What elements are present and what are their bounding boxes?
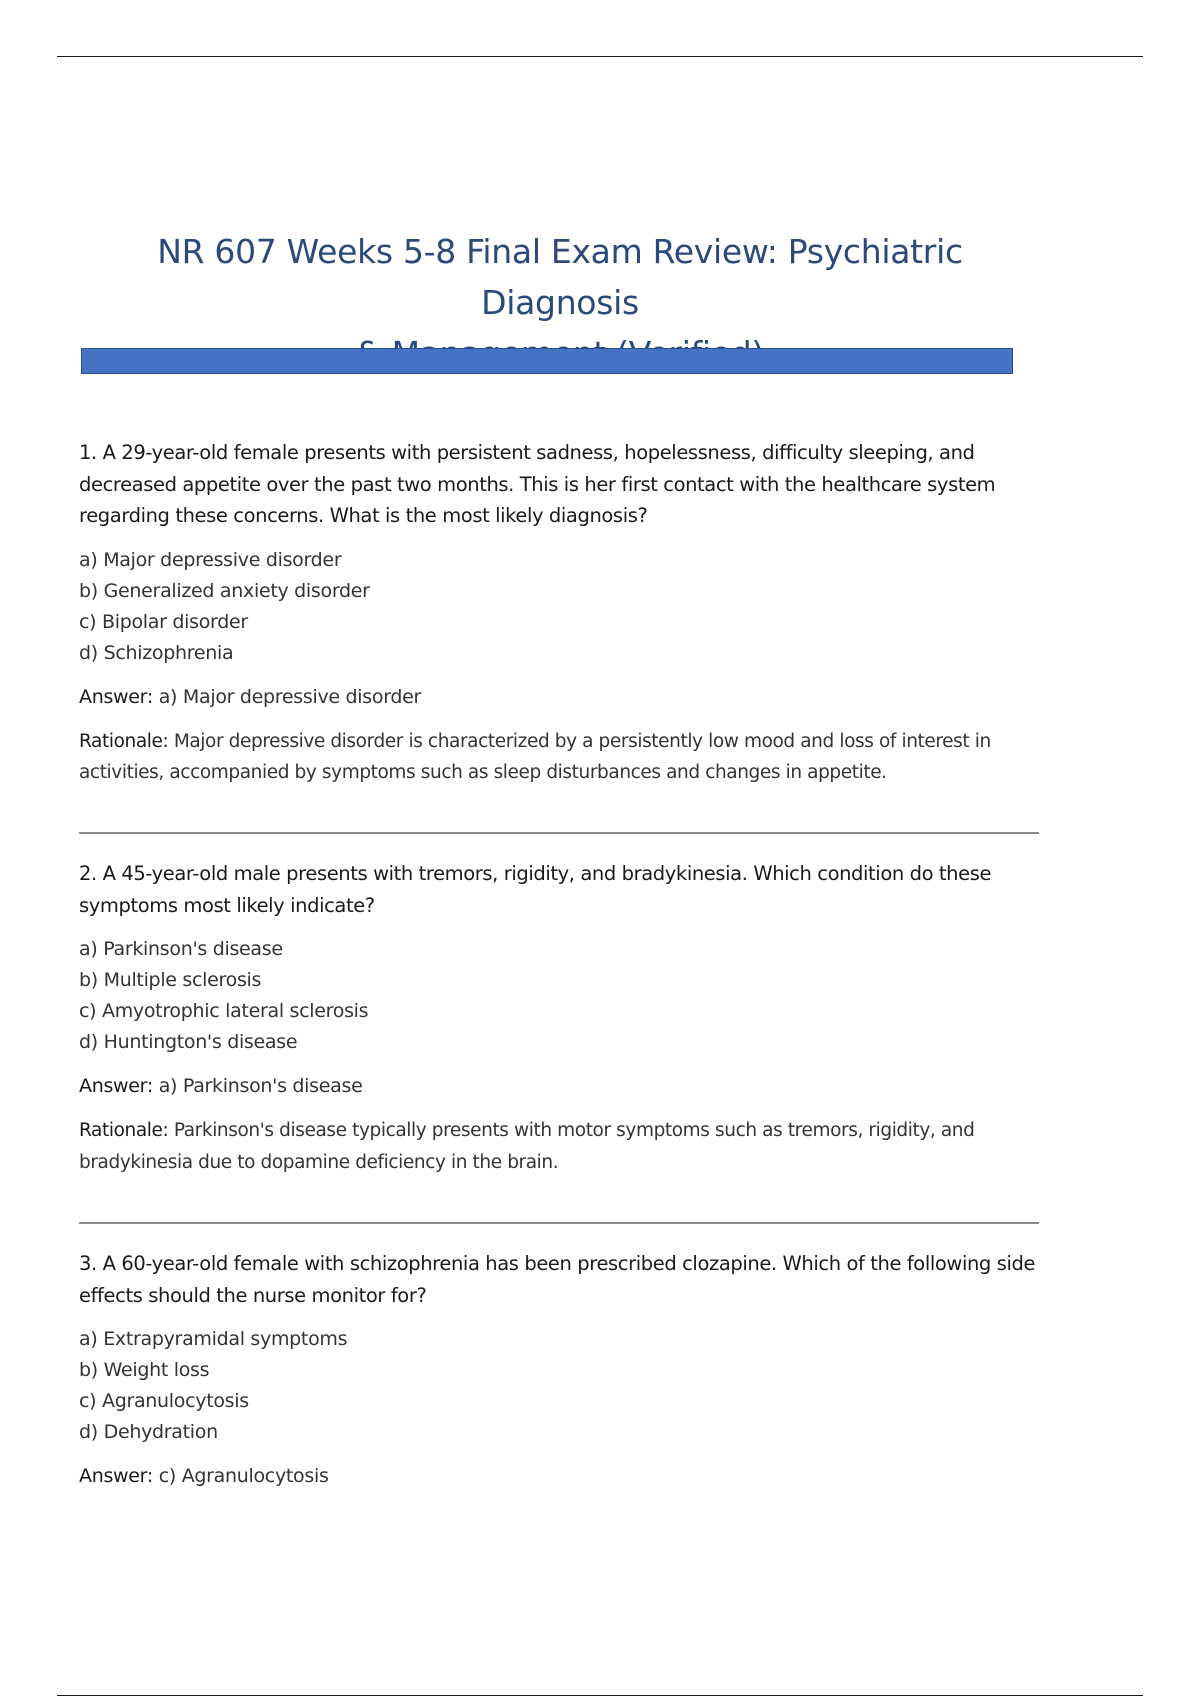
answer-line <box>79 1461 1039 1492</box>
title-accent-bar <box>81 348 1013 374</box>
answer-options <box>79 934 1039 1058</box>
rationale-line <box>79 726 1039 789</box>
page-header-rule <box>57 56 1143 57</box>
option-c: c) Bipolar disorder <box>79 610 248 633</box>
answer-value: a) Major depressive disorder <box>158 685 422 708</box>
answer-options <box>79 1324 1039 1448</box>
answer-value: a) Parkinson's disease <box>158 1075 363 1097</box>
question-text: 1. A 29-year-old female presents with persistent sadness, hopelessness, difficulty sleeping, and decreased appetite over the past two months. This is her first contact with the healthcare system regarding these concerns. What is the most likely diagnosis? <box>79 441 996 527</box>
question-2 <box>79 858 1039 1178</box>
rationale-text: Parkinson's disease typically presents with motor symptoms such as tremors, rigidity, and bradykinesia due to dopamine deficiency in the brain. <box>79 1120 975 1173</box>
option-d: d) Huntington's disease <box>79 1031 298 1053</box>
option-b: b) Multiple sclerosis <box>79 969 262 991</box>
question-text: 3. A 60-year-old female with schizophrenia has been prescribed clozapine. Which of the following side effects should the nurse monitor for? <box>79 1252 1036 1307</box>
answer-label: Answer: <box>79 685 153 708</box>
answer-line <box>79 682 1039 713</box>
question-divider <box>79 832 1039 834</box>
option-a: a) Major depressive disorder <box>79 548 342 571</box>
rationale-label: Rationale: <box>79 1120 169 1141</box>
option-d: d) Dehydration <box>79 1421 218 1443</box>
option-a: a) Parkinson's disease <box>79 938 283 960</box>
option-a: a) Extrapyramidal symptoms <box>79 1328 348 1350</box>
option-c: c) Agranulocytosis <box>79 1390 249 1412</box>
rationale-line <box>79 1115 1039 1178</box>
answer-line <box>79 1071 1039 1102</box>
document-title-line1: NR 607 Weeks 5-8 Final Exam Review: Psychiatric Diagnosis <box>157 232 963 322</box>
option-c: c) Amyotrophic lateral sclerosis <box>79 1000 369 1022</box>
question-3 <box>79 1248 1039 1492</box>
question-divider <box>79 1222 1039 1224</box>
option-b: b) Weight loss <box>79 1359 210 1381</box>
rationale-text: Major depressive disorder is characterized by a persistently low mood and loss of interest in activities, accompanied by symptoms such as sleep disturbances and changes in appetite. <box>79 730 991 783</box>
question-1 <box>79 437 1039 789</box>
answer-label: Answer: <box>79 1465 153 1487</box>
answer-label: Answer: <box>79 1075 153 1097</box>
question-text: 2. A 45-year-old male presents with tremors, rigidity, and bradykinesia. Which condition do these symptoms most likely indicate? <box>79 862 992 917</box>
page-footer-rule <box>57 1695 1143 1696</box>
answer-value: c) Agranulocytosis <box>158 1465 329 1487</box>
answer-options <box>79 545 1039 669</box>
rationale-label: Rationale: <box>79 730 169 752</box>
option-b: b) Generalized anxiety disorder <box>79 579 370 602</box>
option-d: d) Schizophrenia <box>79 641 234 664</box>
